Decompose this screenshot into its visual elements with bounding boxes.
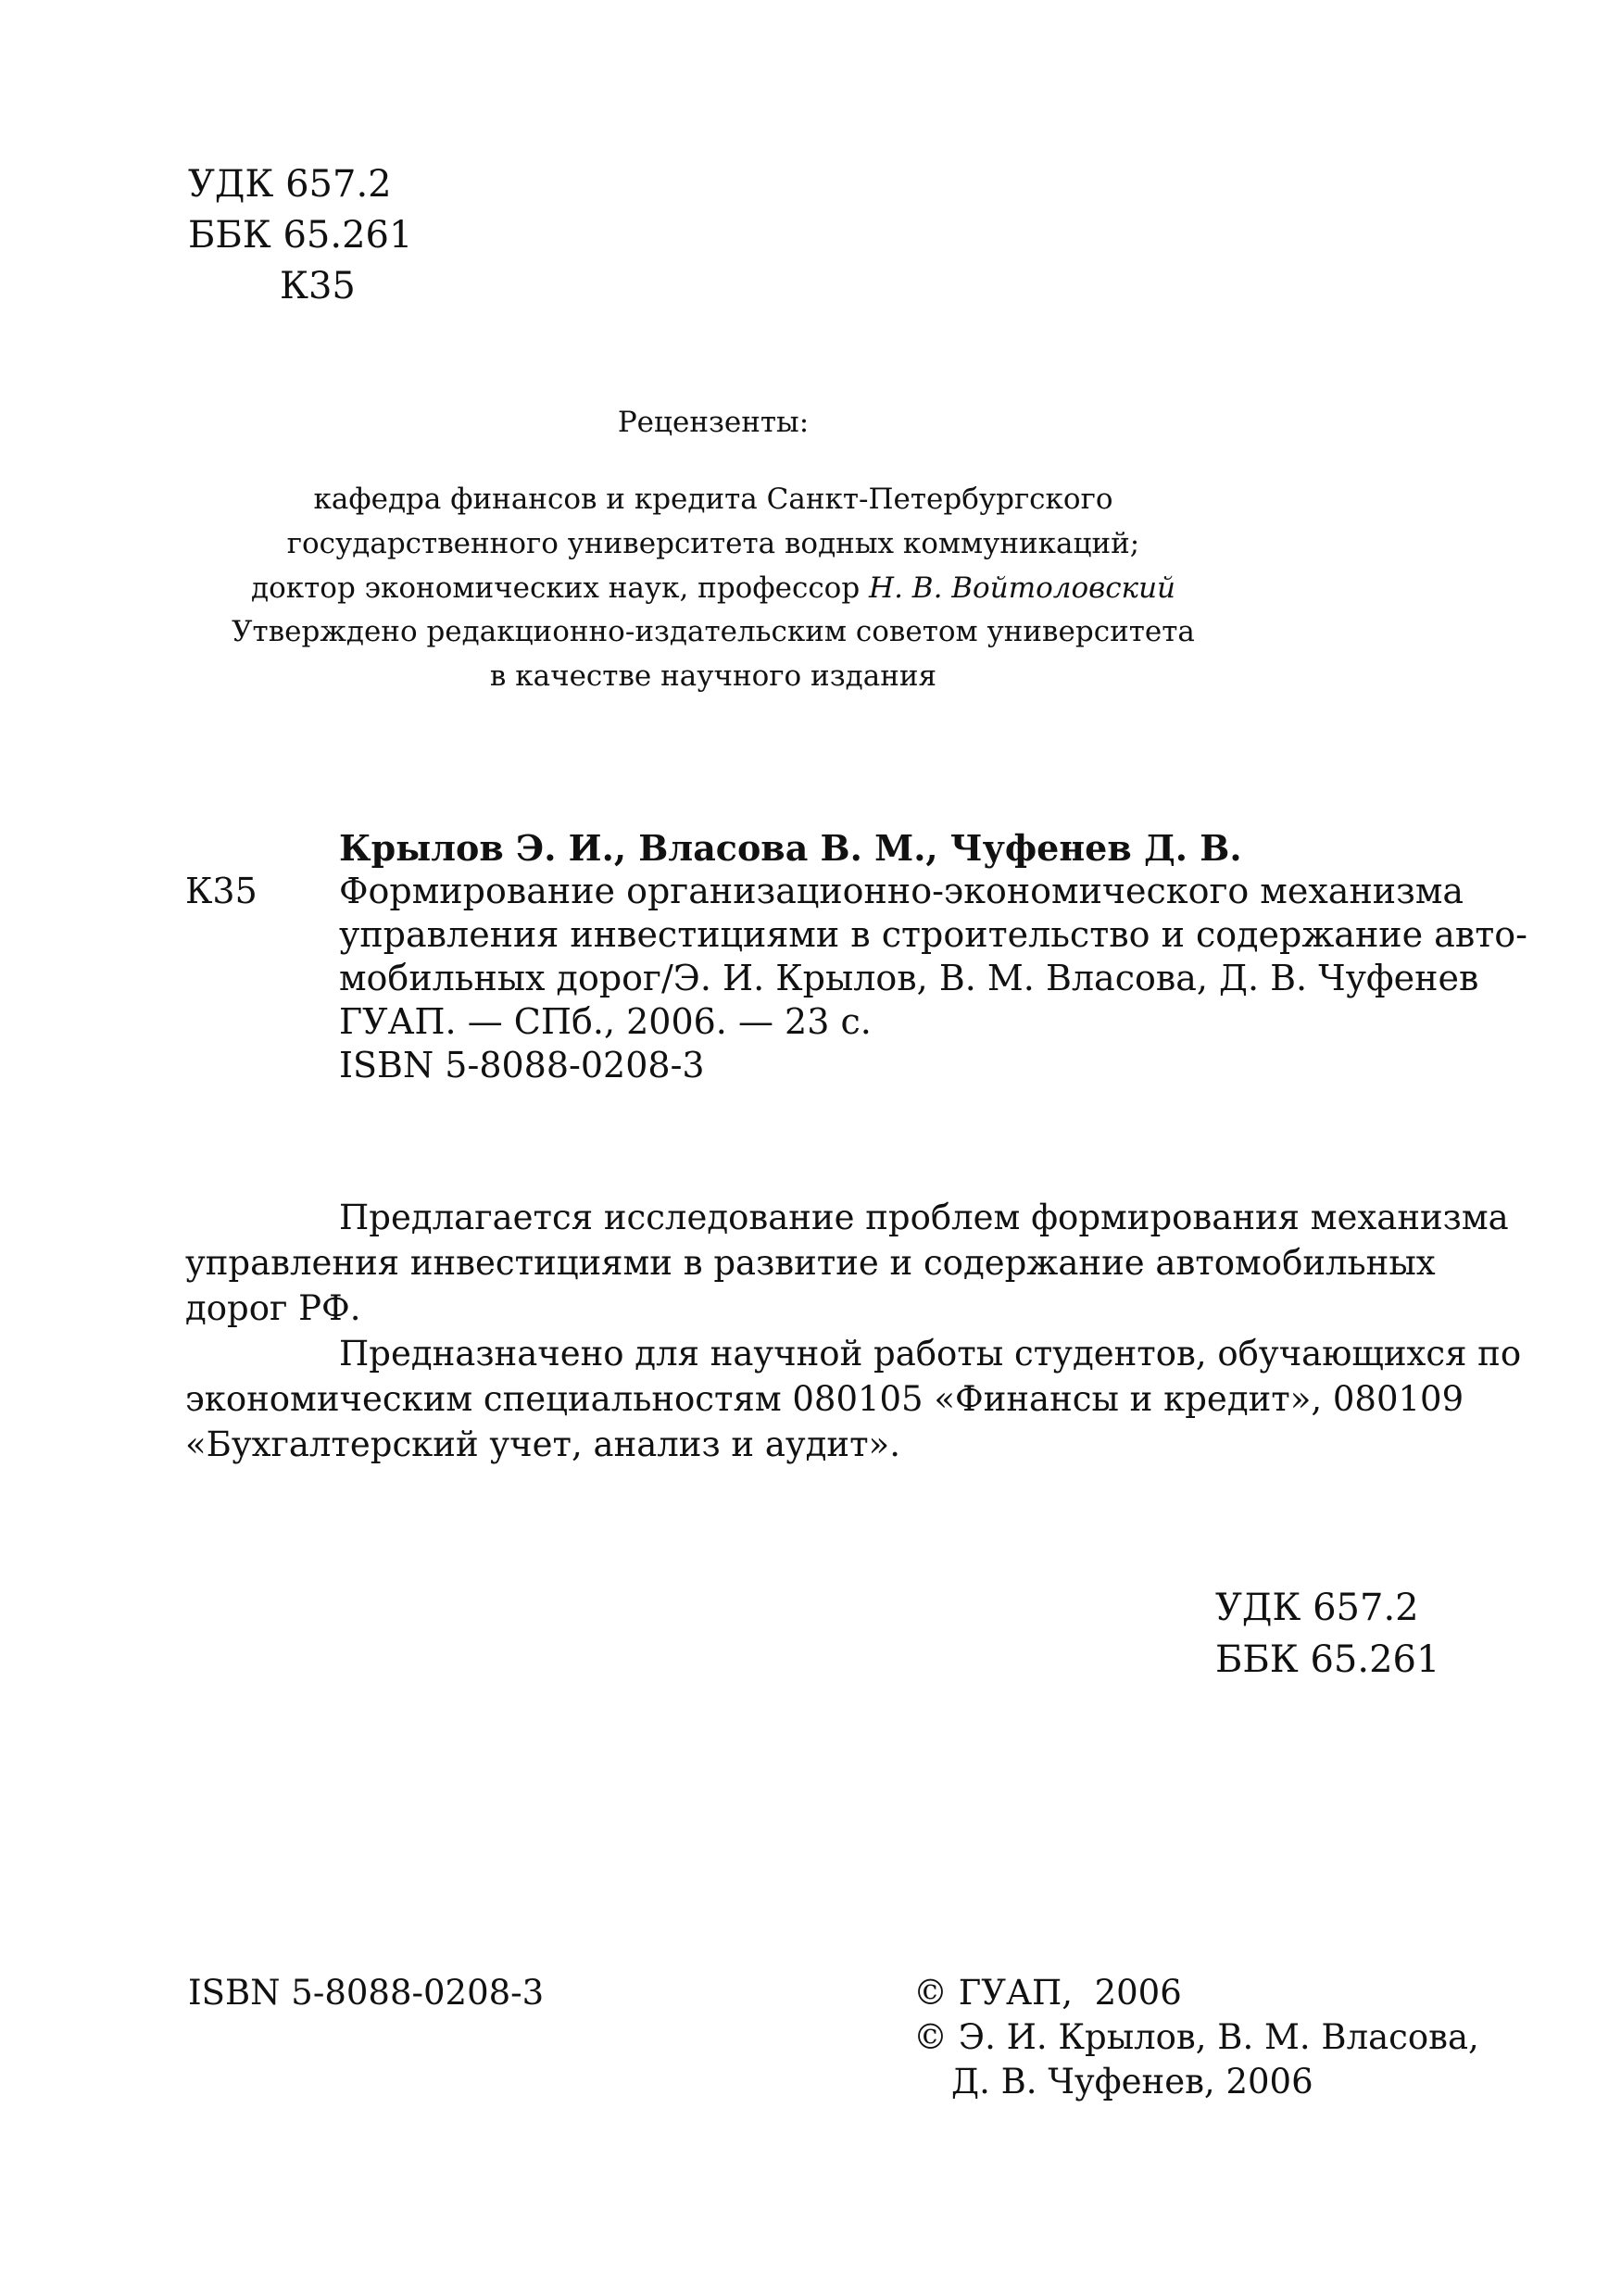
reviewers-heading: Рецензенты: [617,406,810,439]
copyright-line-3: Д. В. Чуфенев, 2006 [951,2062,1313,2102]
biblio-line: мобильных дорог/Э. И. Крылов, В. М. Власова, Д. В. Чуфенев [339,958,1479,998]
biblio-title-row [185,870,1527,913]
annotation-line: экономическим специальностям 080105 «Финансы и кредит», 080109 [185,1379,1464,1419]
biblio-line: ГУАП. — СПб., 2006. — 23 с. [339,1001,872,1042]
reviewer-line-2: государственного университета водных коммуникаций; [286,527,1140,560]
udk-code: УДК 657.2 [1215,1587,1419,1629]
classification-codes-top [188,159,412,312]
approval-line-1: Утверждено редакционно-издательским советом университета [232,615,1195,648]
reviewers-block [185,401,1241,610]
isbn-number: ISBN 5-8088-0208-3 [188,1973,545,2013]
biblio-isbn: ISBN 5-8088-0208-3 [339,1045,705,1085]
annotation-line: Предлагается исследование проблем формирования механизма [339,1198,1509,1237]
copyright-block [913,1971,1479,2104]
annotation-line: управления инвестициями в развитие и содержание автомобильных [185,1243,1436,1283]
reviewer-line-3 [185,566,1241,610]
annotation-line: дорог РФ. [185,1288,361,1328]
classification-codes-bottom [1215,1582,1439,1686]
author-mark: К35 [280,265,356,307]
biblio-author-mark: К35 [185,871,258,911]
approval-line-2: в качестве научного издания [489,659,937,693]
bbk-code: ББК 65.261 [188,214,413,257]
copyright-line-1: © ГУАП, 2006 [913,1973,1182,2013]
annotation-line: «Бухгалтерский учет, анализ и аудит». [185,1424,900,1464]
biblio-line: управления инвестициями в строительство и содержание авто- [339,914,1527,955]
reviewer-title: доктор экономических наук, профессор [251,571,870,605]
copyright-line-2: © Э. И. Крылов, В. М. Власова, [913,2017,1479,2057]
reviewer-name: Н. В. Войтоловский [869,571,1175,605]
biblio-line: Формирование организационно-экономического механизма [339,871,1464,911]
biblio-authors: Крылов Э. И., Власова В. М., Чуфенев Д. В. [339,827,1242,869]
bibliographic-record [185,826,1527,1087]
annotation-line: Предназначено для научной работы студентов, обучающихся по [339,1334,1522,1374]
annotation [185,1195,1522,1467]
reviewer-line-1: кафедра финансов и кредита Санкт-Петербургского [313,483,1113,516]
udk-code: УДК 657.2 [188,163,392,206]
bbk-code: ББК 65.261 [1215,1638,1440,1681]
approval-note [185,609,1241,698]
footer-isbn [188,1971,544,2015]
